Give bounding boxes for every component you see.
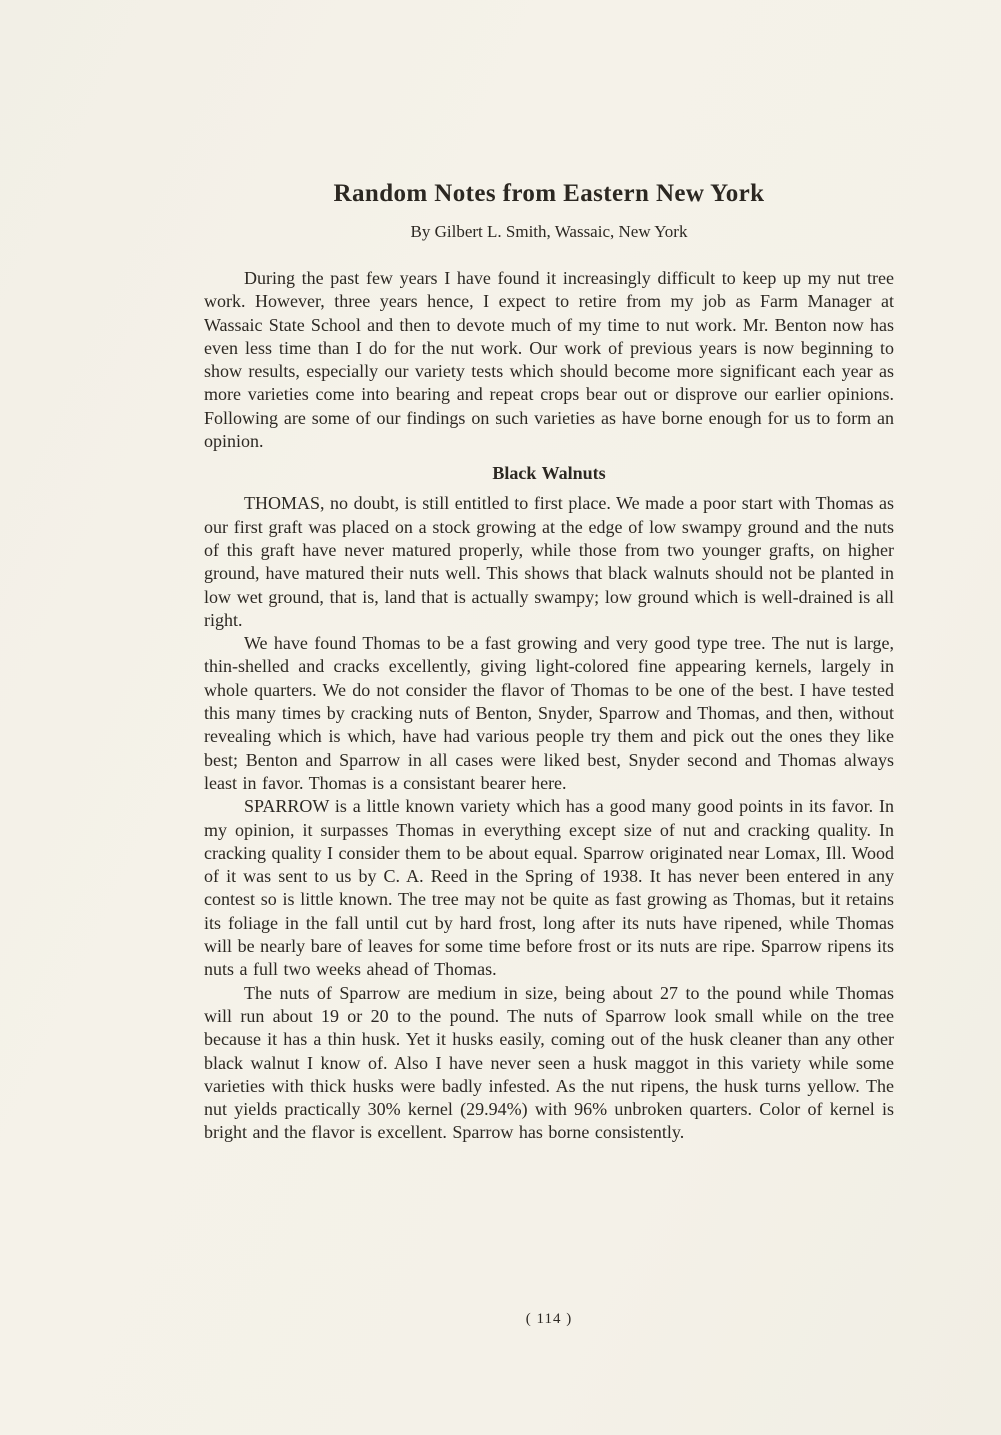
page-number: ( 114 ) [525,1311,573,1327]
byline: By Gilbert L. Smith, Wassaic, New York [410,222,688,241]
paragraph-thomas-quality: We have found Thomas to be a fast growing and very good type tree. The nut is large, thin-shelled and cracks excellently, giving light-colored fine appearing kernels, largely in whole quarters. We do not consider the flavor of Thomas to be one of the best. I have tested this many times by cracking nuts of Benton, Snyder, Sparrow and Thomas, and then, without revealing which is which, have had various people try them and pick out the ones they like best; Benton and Sparrow in all cases were liked best, Snyder second and Thomas always least in favor. Thomas is a consistant bearer here. [204,633,894,793]
section-heading-black-walnuts: Black Walnuts [492,463,606,484]
article-body [204,267,894,1145]
intro-paragraph: During the past few years I have found it increasingly difficult to keep up my nut tree work. However, three years hence, I expect to retire from my job as Farm Manager at Wassaic State School and then to devote much of my time to nut work. Mr. Benton now has even less time than I do for the nut work. Our work of previous years is now beginning to show results, especially our variety tests which should become more significant each year as more varieties come into bearing and repeat crops bear out or disprove our earlier opinions. Following are some of our findings on such varieties as have borne enough for us to form an opinion. [204,268,894,452]
text-block [204,180,894,1145]
paragraph-sparrow-nuts: The nuts of Sparrow are medium in size, being about 27 to the pound while Thomas will run about 19 or 20 to the pound. The nuts of Sparrow look small while on the tree because it has a thin husk. Yet it husks easily, coming out of the husk cleaner than any other black walnut I know of. Also I have never seen a husk maggot in this variety while some varieties with thick husks were badly infested. As the nut ripens, the husk turns yellow. The nut yields practically 30% kernel (29.94%) with 96% unbroken quarters. Color of kernel is bright and the flavor is excellent. Sparrow has borne consistently. [204,982,894,1143]
paragraph-sparrow: SPARROW is a little known variety which has a good many good points in its favor. In my opinion, it surpasses Thomas in everything except size of nut and cracking quality. In cracking quality I consider them to be about equal. Sparrow originated near Lomax, Ill. Wood of it was sent to us by C. A. Reed in the Spring of 1938. It has never been entered in any contest so is little known. The tree may not be quite as fast growing as Thomas, but it retains its foliage in the fall until cut by hard frost, long after its nuts have ripened, while Thomas will be nearly bare of leaves for some time before frost or its nuts are ripe. Sparrow ripens its nuts a full two weeks ahead of Thomas. [204,796,894,980]
paragraph-thomas: THOMAS, no doubt, is still entitled to first place. We made a poor start with Thomas as our first graft was placed on a stock growing at the edge of low swampy ground and the nuts of this graft have never matured properly, while those from two younger grafts, on higher ground, have matured their nuts well. This shows that black walnuts should not be planted in low wet ground, that is, land that is actually swampy; low ground which is well-drained is all right. [204,493,894,630]
page-title: Random Notes from Eastern New York [333,180,765,207]
